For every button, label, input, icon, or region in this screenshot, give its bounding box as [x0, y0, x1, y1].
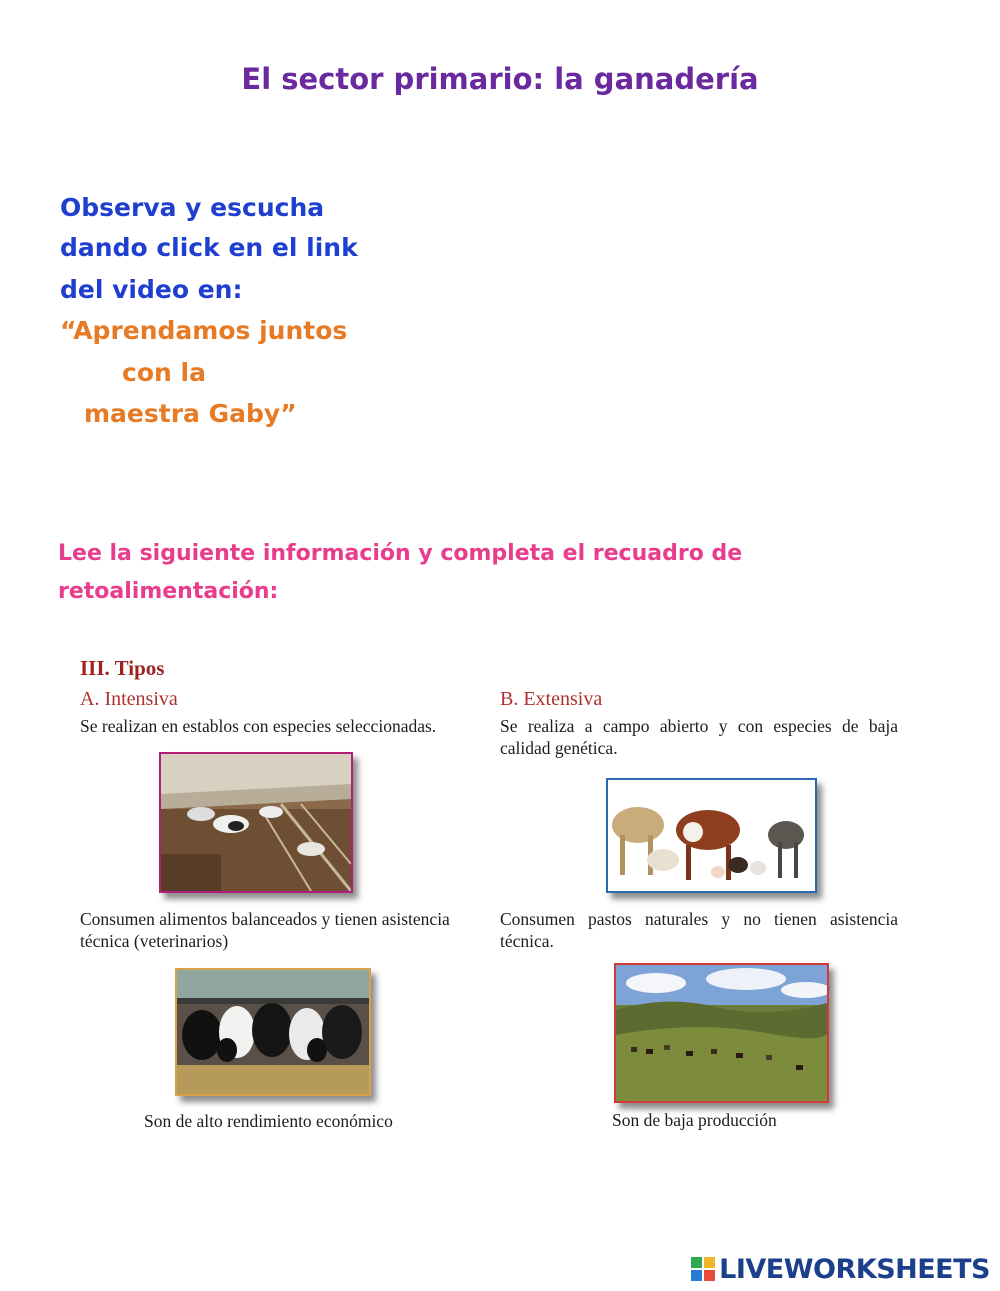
instruction-line-2: retoalimentación:	[58, 579, 279, 604]
intro-line-3: del video en:	[60, 275, 243, 304]
farm-animals-photo	[606, 778, 817, 893]
extensiva-heading: B. Extensiva	[500, 688, 603, 710]
liveworksheets-logo-icon	[691, 1257, 715, 1281]
extensiva-result: Son de baja producción	[612, 1110, 777, 1130]
video-title-line-2[interactable]: con la	[122, 358, 206, 387]
intensiva-description: Se realizan en establos con especies seleccionadas.	[80, 716, 437, 736]
feeding-cows-photo	[175, 968, 371, 1096]
intensiva-consumption: Consumen alimentos balanceados y tienen asistencia técnica (veterinarios)	[80, 909, 450, 951]
page-title: El sector primario: la ganadería	[241, 62, 759, 96]
section-heading: III. Tipos	[80, 656, 165, 680]
instruction-line-1: Lee la siguiente información y completa el recuadro de	[58, 541, 743, 566]
intro-line-2: dando click en el link	[60, 233, 358, 262]
liveworksheets-logo-text: LIVEWORKSHEETS	[719, 1253, 990, 1285]
extensiva-consumption: Consumen pastos naturales y no tienen asistencia técnica.	[500, 909, 898, 951]
liveworksheets-logo[interactable]	[691, 1254, 990, 1284]
video-title-line-3[interactable]: maestra Gaby”	[84, 399, 297, 428]
stable-cows-photo	[159, 752, 353, 893]
video-title-line-1[interactable]: “Aprendamos juntos	[60, 316, 348, 345]
open-field-photo	[614, 963, 829, 1103]
intensiva-heading: A. Intensiva	[80, 688, 178, 710]
intensiva-result: Son de alto rendimiento económico	[144, 1111, 393, 1131]
extensiva-description: Se realiza a campo abierto y con especies de baja calidad genética.	[500, 716, 898, 758]
intro-line-1: Observa y escucha	[60, 193, 325, 222]
